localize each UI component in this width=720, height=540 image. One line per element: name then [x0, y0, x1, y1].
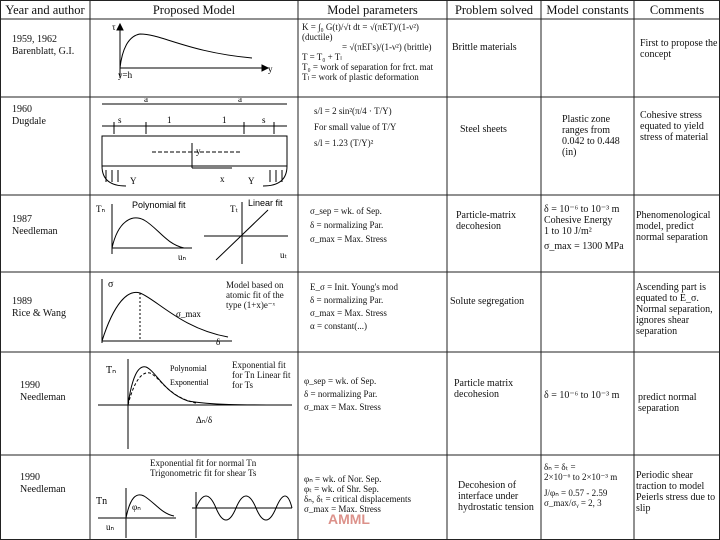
row4-params: [310, 282, 444, 331]
svg-text:τ: τ: [112, 22, 116, 32]
row1-year-author: [12, 34, 88, 58]
row6-param-3: δₙ, δₜ = critical displacements: [304, 494, 412, 504]
row3-param-2: δ = normalizing Par.: [310, 220, 384, 230]
row5-fig-note: Exponential fit for Tn Linear fit for Ts: [232, 360, 291, 390]
row5-param-3: σ_max = Max. Stress: [304, 402, 381, 412]
header-proposed-model: Proposed Model: [152, 3, 236, 17]
row6-const-4: σ_max/σᵧ = 2, 3: [544, 498, 602, 508]
row2-year-author: [12, 104, 88, 128]
row6-fig-note: Exponential fit for normal Tn Trigonometric fit for shear Ts: [150, 458, 257, 478]
row4-param-4: α = constant(...): [310, 321, 368, 331]
row2-problem: Steel sheets: [460, 124, 507, 135]
row4-fig-delta: δ: [216, 337, 221, 347]
header-problem-solved: Problem solved: [454, 3, 534, 17]
row3-fig-ut: uₜ: [280, 250, 288, 260]
row5-year: 1990: [20, 380, 40, 391]
row1-fig-ylabel: y=h: [118, 70, 133, 80]
row2-fig-x: x: [220, 174, 225, 184]
row4-problem: Solute segregation: [450, 296, 525, 307]
row3-year-author: [12, 214, 88, 238]
row1-figure: [92, 20, 297, 96]
row2-fig-a2: a: [238, 98, 242, 104]
row6-param-1: φₙ = wk. of Nor. Sep.: [304, 474, 382, 484]
row5-problem: Particle matrix decohesion: [454, 378, 514, 400]
row2-fig-a: a: [144, 98, 148, 104]
row5-param-2: δ = normalizing Par.: [304, 389, 378, 399]
row4-param-2: δ = normalizing Par.: [310, 295, 384, 305]
row6-year-author: [20, 472, 88, 496]
row3-fig-tn: Tₙ: [96, 204, 106, 214]
row1-param-1: K = ∫₀ G(t)/√t dt = √(πET)/(1-ν²) (ductile): [302, 22, 419, 42]
row3-figure: [92, 196, 297, 271]
header-model-constants: Model constants: [546, 3, 629, 17]
row6-comments: Periodic shear traction to model Peierls stress due to slip: [636, 470, 716, 514]
header-year-author: Year and author: [5, 3, 85, 17]
row6-const-3: J/φₙ = 0.57 - 2.59: [544, 488, 608, 498]
row6-year: 1990: [20, 472, 40, 483]
row5-author: Needleman: [20, 392, 66, 403]
row4-year: 1989: [12, 296, 32, 307]
row1-comments: First to propose the concept: [640, 38, 718, 60]
row4-fig-note: Model based on atomic fit of the type (1+x)e⁻ˣ: [226, 280, 284, 310]
row1-problem: Brittle materials: [452, 42, 517, 53]
row1-params: [302, 22, 446, 82]
row2-fig-Y2: Y: [248, 176, 255, 186]
row3-fig-linear: Linear fit: [248, 198, 283, 208]
row3-problem: Particle-matrix decohesion: [456, 210, 516, 232]
row5-fig-exp: Exponential: [170, 378, 209, 387]
row6-fig-phi: φₙ: [132, 502, 141, 512]
row4-fig-smax: σ_max: [176, 309, 201, 319]
row2-fig-s: s: [118, 115, 122, 125]
row2-fig-l2: 1: [222, 115, 227, 125]
row4-year-author: [12, 296, 88, 320]
row3-param-3: σ_max = Max. Stress: [310, 234, 387, 244]
row4-param-3: σ_max = Max. Stress: [310, 308, 387, 318]
row2-fig-l: 1: [167, 115, 172, 125]
row2-author: Dugdale: [12, 116, 46, 127]
row3-param-1: σ_sep = wk. of Sep.: [310, 206, 382, 216]
row6-problem: Decohesion of interface under hydrostatic tension: [458, 480, 534, 513]
row2-param-2: For small value of T/Y: [314, 122, 397, 132]
row3-const-2: Cohesive Energy: [544, 215, 613, 226]
row5-comments: predict normal separation: [638, 392, 697, 414]
row3-params: [310, 206, 444, 244]
row3-fig-tt: Tₜ: [230, 204, 239, 214]
row3-const-4: σ_max = 1300 MPa: [544, 241, 624, 252]
row2-param-3: s/l = 1.23 (T/Y)²: [314, 138, 374, 148]
row6-const-1: δₙ = δₜ =: [544, 462, 576, 472]
row3-fig-un: uₙ: [178, 252, 187, 262]
row3-fig-poly: Polynomial fit: [132, 200, 186, 210]
row2-params: [314, 106, 444, 148]
row4-param-1: E_σ = Init. Young's mod: [310, 282, 399, 292]
row5-year-author: [20, 380, 88, 404]
row6-fig-un: uₙ: [106, 522, 115, 532]
row1-author: Barenblatt, G.I.: [12, 46, 75, 57]
row6-constants: [544, 462, 632, 508]
row5-fig-poly: Polynomial: [170, 364, 207, 373]
row1-param-3: T = T₀ + Tₗ: [302, 52, 342, 62]
row3-comments: Phenomenological model, predict normal separation: [636, 210, 711, 243]
row3-const-1: δ = 10⁻⁶ to 10⁻³ m: [544, 204, 620, 215]
row2-fig-Y: Y: [130, 176, 137, 186]
row6-param-4: σ_max = Max. Stress: [304, 504, 381, 514]
row1-year: 1959, 1962: [12, 34, 57, 45]
row1-fig-xlabel: y: [268, 64, 273, 74]
row3-year: 1987: [12, 214, 32, 225]
row6-const-2: 2×10⁻⁶ to 2×10⁻³ m: [544, 472, 618, 482]
watermark-amml: AMML: [328, 511, 370, 527]
row6-param-2: φₜ = wk. of Shr. Sep.: [304, 484, 379, 494]
header-model-parameters: Model parameters: [327, 3, 418, 17]
row1-param-4: T₀ = work of separation for frct. mat: [302, 62, 434, 72]
row2-year: 1960: [12, 104, 32, 115]
row5-fig-tn: Tₙ: [106, 365, 117, 376]
row1-param-2: = √(πEΓs)/(1-ν²) (brittle): [342, 42, 432, 52]
row6-params: [304, 474, 444, 514]
row2-constants: Plastic zone ranges from 0.042 to 0.448 (in): [562, 114, 620, 158]
row2-figure: [92, 98, 297, 194]
row5-fig-axis: Δₙ/δ: [196, 415, 213, 425]
row2-fig-y: y: [196, 146, 201, 156]
row6-figure: [92, 478, 297, 539]
row3-author: Needleman: [12, 226, 58, 237]
row4-comments: Ascending part is equated to E_σ. Normal separation, ignores shear separation: [636, 282, 713, 337]
row6-fig-tn: Tn: [96, 496, 108, 507]
row2-comments: Cohesive stress equated to yield stress of material: [640, 110, 709, 143]
row3-const-3: 1 to 10 J/m²: [544, 226, 592, 237]
row5-constants: δ = 10⁻⁶ to 10⁻³ m: [544, 390, 620, 401]
row3-constants: [544, 204, 632, 252]
row2-param-1: s/l = 2 sin²(π/4 · T/Y): [314, 106, 392, 116]
row4-fig-sigma: σ: [108, 279, 114, 290]
row1-param-5: Tₗ = work of plastic deformation: [302, 72, 419, 82]
header-comments: Comments: [649, 3, 705, 17]
row5-params: [304, 376, 444, 412]
row6-author: Needleman: [20, 484, 66, 495]
row5-param-1: φ_sep = wk. of Sep.: [304, 376, 377, 386]
row4-author: Rice & Wang: [12, 308, 66, 319]
row2-fig-s2: s: [262, 115, 266, 125]
